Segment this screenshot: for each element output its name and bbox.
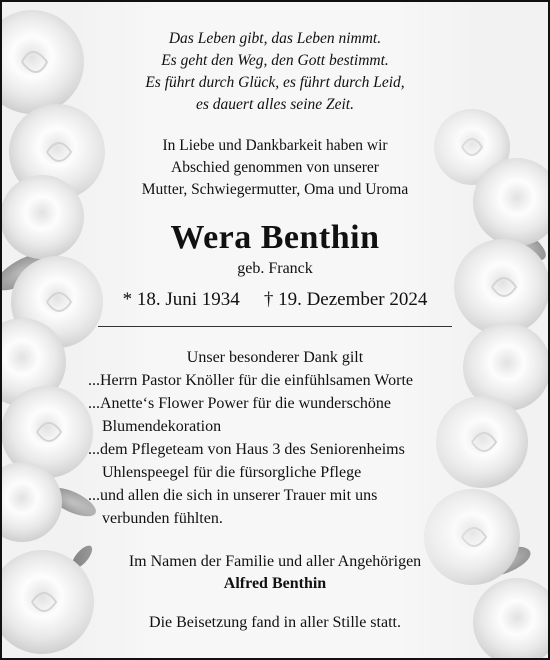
poem-line: Das Leben gibt, das Leben nimmt. (168, 30, 382, 47)
thanks-line: Uhlenspeegel für die fürsorgliche Pflege (102, 464, 362, 481)
poem-line: Es führt durch Glück, es führt durch Leid, (145, 74, 405, 91)
intro-line: Mutter, Schwiegermutter, Oma und Uroma (141, 181, 409, 198)
thanks-heading: Unser besonderer Dank gilt (186, 349, 364, 366)
thanks-line: ...dem Pflegeteam von Haus 3 des Seniorenheims (88, 441, 405, 458)
thanks-line: Blumendekoration (102, 418, 222, 435)
funeral-note: Die Beisetzung fand in aller Stille statt. (149, 614, 401, 631)
deceased-name: Wera Benthin (170, 219, 380, 256)
poem-line: Es geht den Weg, den Gott bestimmt. (161, 52, 389, 69)
thanks-line: ...und allen die sich in unserer Trauer mit uns (88, 487, 378, 504)
notice-text (2, 2, 548, 658)
birth-name: geb. Franck (237, 260, 313, 277)
intro-line: Abschied genommen von unserer (171, 159, 379, 176)
signature-line: Im Namen der Familie und aller Angehörigen (128, 553, 422, 570)
thanks-line: ...Anette‘s Flower Power für die wunderschöne (88, 395, 392, 412)
poem-line: es dauert alles seine Zeit. (196, 96, 354, 113)
divider (98, 326, 452, 327)
signature-name: Alfred Benthin (223, 575, 327, 592)
intro-line: In Liebe und Dankbarkeit haben wir (162, 137, 388, 154)
thanks-line: verbunden fühlten. (102, 510, 223, 527)
life-dates (2, 289, 548, 311)
thanks-line: ...Herrn Pastor Knöller für die einfühlsamen Worte (88, 372, 413, 389)
birth-date: * 18. Juni 1934 (122, 289, 240, 310)
death-date: † 19. Dezember 2024 (263, 289, 428, 310)
